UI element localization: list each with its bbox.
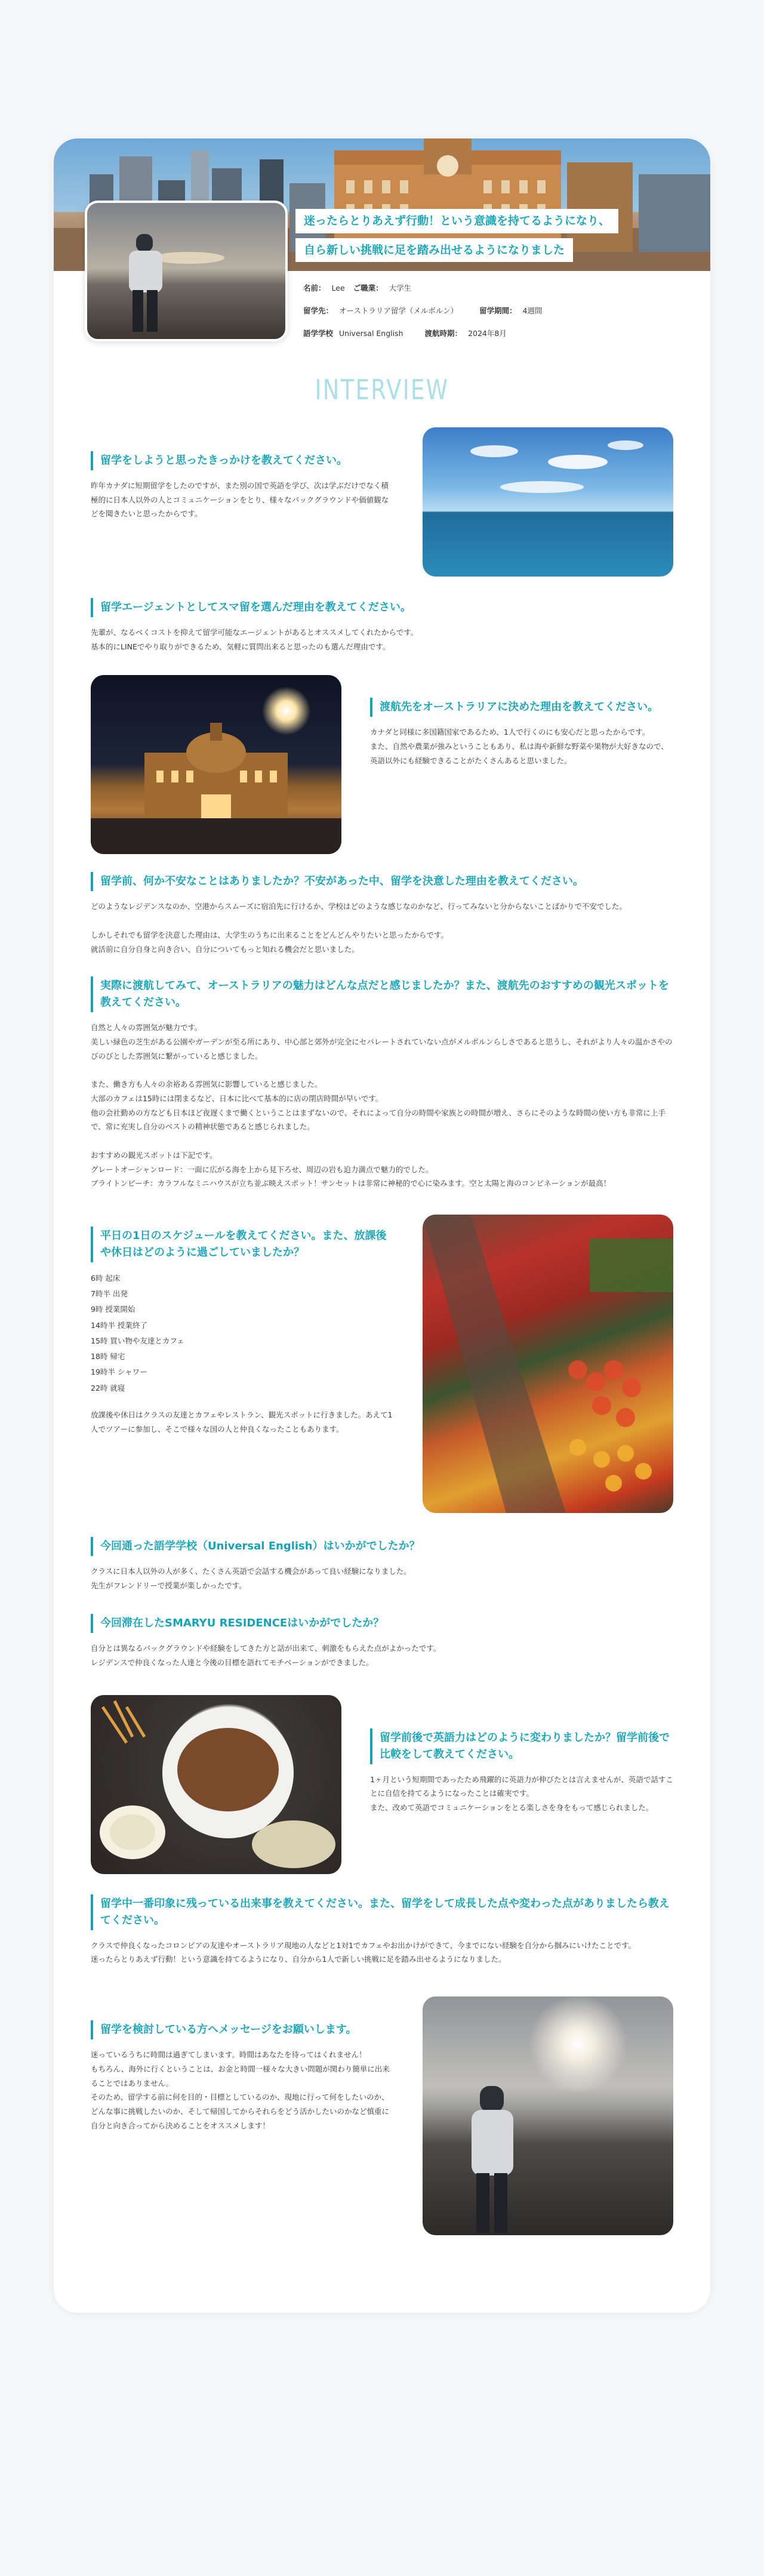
schedule-item: 22時 就寝 bbox=[91, 1383, 125, 1392]
occupation-label: ご職業： bbox=[353, 283, 383, 292]
interview-card bbox=[54, 138, 710, 2313]
answer-text: 先輩が、なるべくコストを抑えて留学可能なエージェントがあるとオススメしてくれたからです。 基本的にLINEでやり取りができるため、気軽に質問出来ると思ったのも選んだ理由です。 bbox=[91, 627, 418, 651]
timing-label: 渡航時期： bbox=[424, 328, 463, 338]
schedule-list bbox=[91, 1271, 394, 1396]
flinders-street-station-night-photo bbox=[91, 675, 341, 854]
qa-section-11 bbox=[54, 1996, 710, 2235]
qa-section-7 bbox=[54, 1537, 710, 1592]
qa-section-2 bbox=[54, 598, 710, 654]
destination-label: 留学先： bbox=[303, 306, 334, 315]
hero-title bbox=[295, 209, 666, 267]
question-heading: 留学前後で英語力はどのように変わりましたか？留学前後で比較をして教えてください。 bbox=[370, 1728, 673, 1764]
question-heading: 実際に渡航してみて、オーストラリアの魅力はどんな点だと感じましたか？また、渡航先のおすすめの観光スポットを教えてください。 bbox=[91, 976, 673, 1012]
answer-text: 1ヶ月という短期間であったため飛躍的に英語力が伸びたとは言えませんが、英語で話すことに自信を持てるようになったことは確実です。 また、改めて英語でコミュニケーションをとる楽しさを身をもって感じられました。 bbox=[370, 1774, 673, 1813]
beach-sunset-photo bbox=[423, 1996, 673, 2235]
timing-value: 2024年8月 bbox=[468, 328, 507, 338]
question-heading: 渡航先をオーストラリアに決めた理由を教えてください。 bbox=[370, 698, 673, 717]
answer-text: カナダと同様に多国籍国家であるため、1人で行くのにも安心だと思ったからです。 また、自然や農業が強みということもあり、私は海や新鮮な野菜や果物が大好きなので、英語以外にも経験できることがたくさんあると思いました。 bbox=[370, 728, 668, 765]
qa-section-10 bbox=[54, 1894, 710, 1967]
ocean-sky-photo bbox=[423, 427, 673, 577]
qa-section-3 bbox=[54, 675, 710, 854]
profile-row-name bbox=[303, 277, 543, 300]
hero bbox=[54, 138, 710, 413]
profile-row-destination bbox=[303, 300, 543, 322]
hero-title-line1: 迷ったらとりあえず行動！という意識を持てるようになり、 bbox=[295, 209, 618, 233]
profile-row-school bbox=[303, 322, 543, 345]
qa-section-5 bbox=[54, 976, 710, 1191]
interview-heading: INTERVIEW bbox=[315, 374, 449, 406]
schedule-item: 15時 買い物や友達とカフェ bbox=[91, 1336, 184, 1345]
schedule-item: 14時半 授業終了 bbox=[91, 1320, 147, 1330]
question-heading: 留学前、何か不安なことはありましたか？不安があった中、留学を決意した理由を教えてください。 bbox=[91, 872, 673, 891]
answer-text: 自然と人々の雰囲気が魅力です。 美しい緑色の芝生がある公園やガーデンが至る所にあり、中心部と郊外が完全にセパレートされていない点がメルボルンらしさであると思うし、それがより人々の温かさやのびのびとした雰囲気に繋がっていると感じました。 また、働き方も人々の余裕ある雰囲気に影響していると感じました。 大部のカフェは15時には閉まるなど、日本に比べて基本的に店の閉店時間が早いです。 他の会社勤めの方なども日本ほど夜遅くまで働くということはまずないので、それによって自分の時間や家族との時間が増え、さらにそのような時間の使い方も非常に上手で、常に充実し自分のベストの精神状態であると感じられました。 おすすめの観光スポットは下記です。 グレートオーシャンロード：一面に広がる海を上から見下ろせ、周辺の岩も迫力満点で魅力的でした。 ブライトンビーチ：カラフルなミニハウスが立ち並ぶ映えスポット！サンセットは非常に神秘的で心に染みます。空と太陽と海のコンビネーションが最高！ bbox=[91, 1023, 673, 1188]
profile-info bbox=[303, 277, 543, 345]
hero-title-line2: 自ら新しい挑戦に足を踏み出せるようになりました bbox=[295, 238, 573, 263]
question-heading: 留学エージェントとしてスマ留を選んだ理由を教えてください。 bbox=[91, 598, 673, 617]
answer-text: 放課後や休日はクラスの友達とカフェやレストラン、観光スポットに行きました。あえて1人でツアーに参加し、そこで様々な国の人と仲良くなったこともあります。 bbox=[91, 1410, 393, 1434]
schedule-item: 7時半 出発 bbox=[91, 1289, 128, 1299]
answer-text: 自分とは異なるバックグラウンドや経験をしてきた方と話が出来て、刺激をもらえた点がよかったです。 レジデンスで仲良くなった人達と今後の目標を語れてモチベーションができました。 bbox=[91, 1644, 441, 1668]
market-vegetables-photo bbox=[423, 1215, 673, 1513]
answer-text: クラスで仲良くなったコロンビアの友達やオーストラリア現地の人などと1対1でカフェやお出かけができて、今までにない経験を自分から掴みにいけたことです。 迷ったらとりあえず行動！という意識を持てるようになり、自分から1人で新しい挑戦に足を踏み出せるようになりました。 bbox=[91, 1940, 636, 1964]
hero-person-photo bbox=[85, 201, 288, 341]
answer-text: 昨年カナダに短期留学をしたのですが、また別の国で英語を学び、次は学ぶだけでなく積極的に日本人以外の人とコミュニケーションをとり、様々なバックグラウンドや価値観などを聞きたいと思ったからです。 bbox=[91, 480, 389, 519]
qa-section-1 bbox=[54, 427, 710, 577]
name-label: 名前： bbox=[303, 283, 326, 292]
answer-text: クラスに日本人以外の人が多く、たくさん英語で会話する機会があって良い経験になりました。 先生がフレンドリーで授業が楽しかったです。 bbox=[91, 1566, 411, 1590]
qa-section-8 bbox=[54, 1614, 710, 1669]
period-value: 4週間 bbox=[522, 306, 543, 315]
question-heading: 平日の1日のスケジュールを教えてください。また、放課後や休日はどのように過ごしていましたか？ bbox=[91, 1227, 394, 1262]
question-heading: 今回滞在したSMARYU RESIDENCEはいかがでしたか？ bbox=[91, 1614, 673, 1633]
schedule-item: 9時 授業開始 bbox=[91, 1305, 135, 1314]
name-value: Lee bbox=[331, 283, 345, 292]
qa-section-9 bbox=[54, 1695, 710, 1874]
question-heading: 留学を検討している方へメッセージをお願いします。 bbox=[91, 2020, 394, 2039]
schedule-item: 6時 起床 bbox=[91, 1273, 121, 1283]
school-value: Universal English bbox=[339, 328, 403, 338]
schedule-item: 18時 帰宅 bbox=[91, 1352, 125, 1361]
food-plate-photo bbox=[91, 1695, 341, 1874]
answer-text: どのようなレジデンスなのか、空港からスムーズに宿泊先に行けるか、学校はどのような感じなのかなど、行ってみないと分からないことばかりで不安でした。 しかしそれでも留学を決意した理由は、大学生のうちに出来ることをどんどんやりたいと思ったからです。 就活前に自分自身と向き合い、自分についてもっと知れる機会だと思いました。 bbox=[91, 902, 627, 954]
occupation-value: 大学生 bbox=[389, 283, 412, 292]
destination-value: オーストラリア留学（メルボルン） bbox=[339, 306, 458, 315]
question-heading: 今回通った語学学校（Universal English）はいかがでしたか？ bbox=[91, 1537, 673, 1556]
school-label: 語学学校 bbox=[303, 328, 334, 338]
qa-section-6 bbox=[54, 1215, 710, 1513]
question-heading: 留学中一番印象に残っている出来事を教えてください。また、留学をして成長した点や変わった点がありましたら教えてください。 bbox=[91, 1894, 673, 1930]
question-heading: 留学をしようと思ったきっかけを教えてください。 bbox=[91, 451, 394, 470]
qa-section-4 bbox=[54, 872, 710, 956]
schedule-item: 19時半 シャワー bbox=[91, 1367, 147, 1377]
answer-text: 迷っているうちに時間は過ぎてしまいます。時間はあなたを待ってはくれません！ もちろん、海外に行くということは、お金と時間一様々な大きい問題が関わり簡単に出来ることではありません。 そのため、留学する前に何を目的・目標としているのか、現地に行って何をしたいのか、どんな事に挑戦したいのか、そして帰国してからそれらをどう活かしたいのかなど慎重に自分と向き合ってから決めることをオススメします！ bbox=[91, 2050, 390, 2130]
period-label: 留学期間： bbox=[479, 306, 517, 315]
